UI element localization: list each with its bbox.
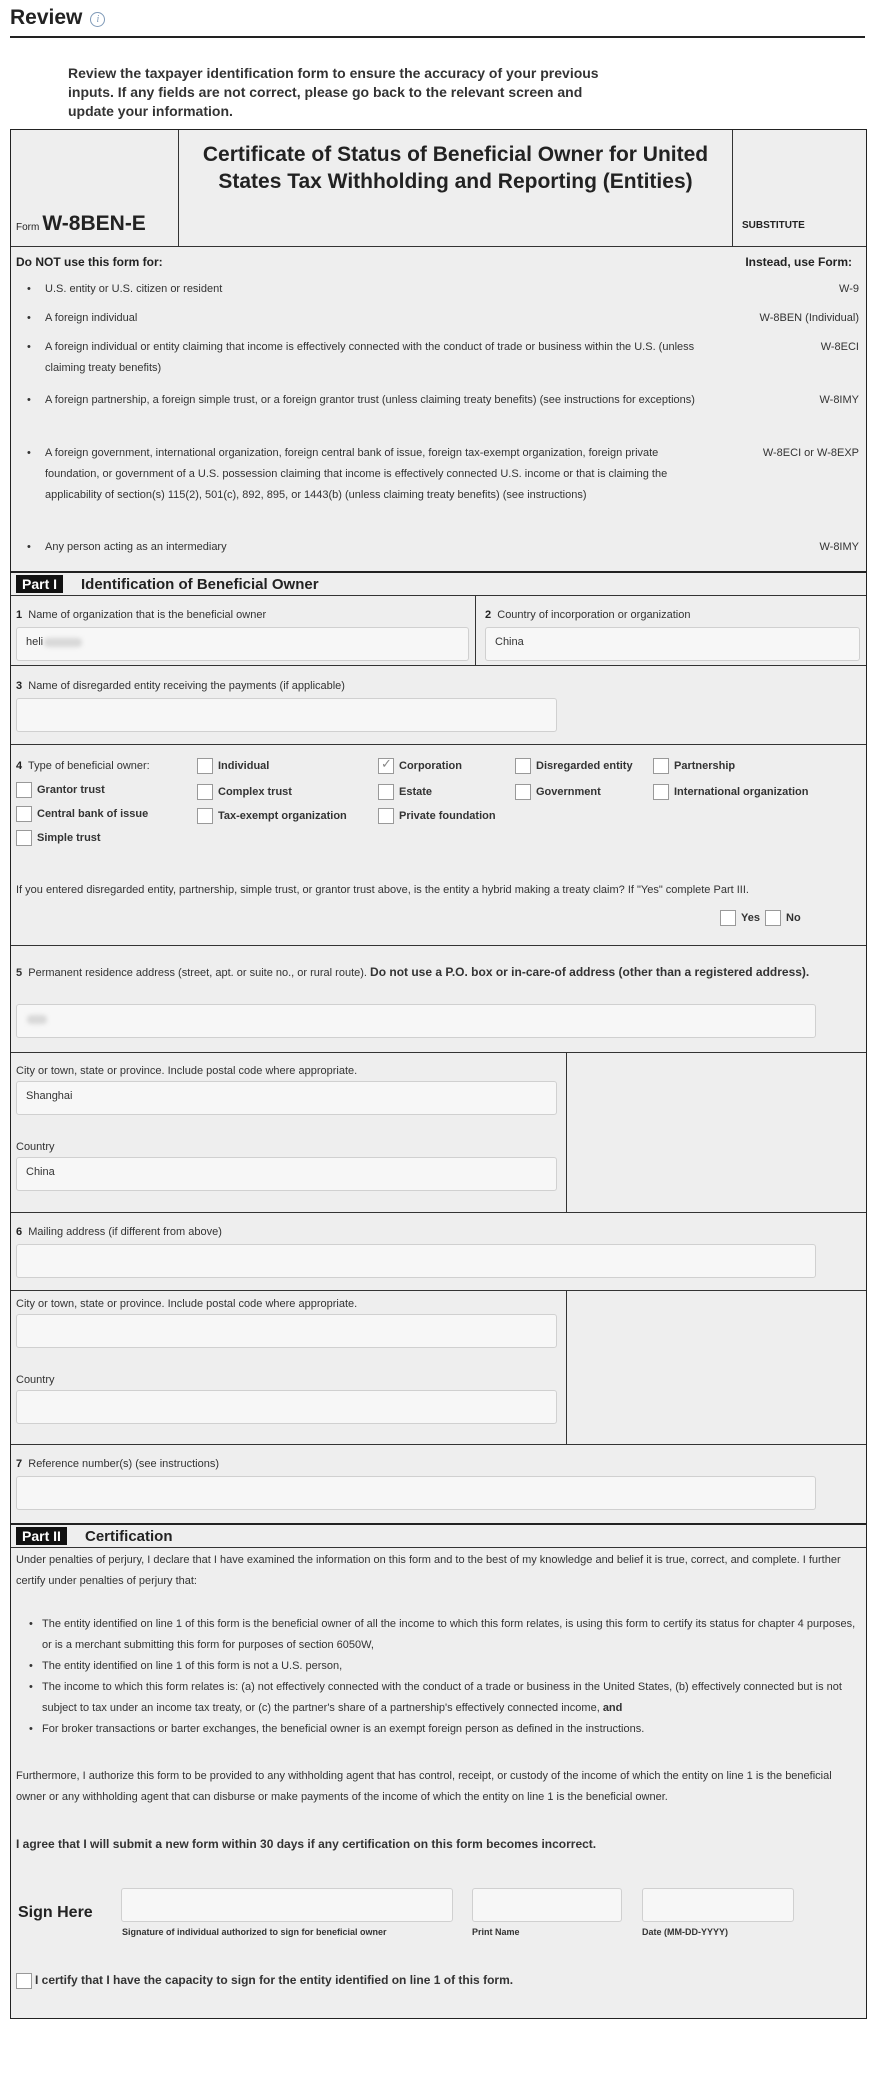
w8bene-form [10,129,867,2019]
review-intro: Review the taxpayer identification form to ensure the accuracy of your previous inputs. If any fields are not correct, please go back to the relevant screen and update your information. [68,65,599,119]
part1-title: Identification of Beneficial Owner [81,576,319,593]
line6-label: 6 Mailing address (if different from above) [16,1226,222,1238]
simple-trust-label: Simple trust [37,832,101,844]
mailing-city-field[interactable] [16,1314,557,1348]
list-item: • For broker transactions or barter exchanges, the beneficial owner is an exempt foreign person as defined in the instructions. [29,1723,645,1735]
hybrid-no-label: No [786,912,801,924]
review-header [10,6,865,38]
review-title: Review [10,6,83,29]
capacity-checkbox[interactable] [16,1973,32,1989]
tax-exempt-checkbox[interactable] [197,808,213,824]
org-name-field[interactable]: heli [16,627,469,661]
list-item: • A foreign individual or entity claiming that income is effectively connected with the conduct of trade or business within the U.S. (unless claiming treaty benefits) W-8ECI [27,341,859,374]
signature-caption: Signature of individual authorized to sign for beneficial owner [122,1927,387,1937]
line7-label: 7 Reference number(s) (see instructions) [16,1458,219,1470]
simple-trust-checkbox[interactable] [16,830,32,846]
print-name-caption: Print Name [472,1927,520,1937]
list-item: • A foreign government, international organization, foreign central bank of issue, foreign tax-exempt organization, foreign private foundation, or government of a U.S. possession claiming that income is effectively connected U.S. income or that is claiming the applicability of section(s) 115(2), 501(c), 892, 895, or 1443(b) (unless claiming treaty benefits) (see instructions) W-8ECI or W-8EXP [27,447,859,501]
authorization-text: Furthermore, I authorize this form to be provided to any withholding agent that has control, receipt, or custody of the income of which the entity on line 1 is the beneficial owner or any withholding agent that can disburse or make payments of the income of which the entity on line 1 is the beneficial owner. [16,1770,832,1803]
date-caption: Date (MM-DD-YYYY) [642,1927,729,1937]
hybrid-no-checkbox[interactable] [765,910,781,926]
form-number: Form W-8BEN-E [16,212,146,235]
country-field[interactable]: China [16,1157,557,1191]
list-item: • A foreign individual W-8BEN (Individual) [27,312,859,324]
part2-tag: Part II [16,1527,67,1545]
international-organization-label: International organization [674,786,809,798]
corporation-label: Corporation [399,760,462,772]
partnership-label: Partnership [674,760,736,772]
estate-checkbox[interactable] [378,784,394,800]
city-label: City or town, state or province. Include postal code where appropriate. [16,1065,358,1077]
disregarded-entity-label: Disregarded entity [536,760,633,772]
line5-label: 5 Permanent residence address (street, apt. or suite no., or rural route). Do not use a P.O. box or in-care-of address (other than a registered address). [16,965,810,979]
capacity-label: I certify that I have the capacity to sign for the entity identified on line 1 of this form. [35,1973,514,1987]
checkmark-icon: ✓ [381,756,392,771]
central-bank-checkbox[interactable] [16,806,32,822]
mailing-country-field[interactable] [16,1390,557,1424]
instead-use-heading: Instead, use Form: [745,255,852,269]
line1-label: 1 Name of organization that is the beneficial owner [16,609,267,621]
private-foundation-label: Private foundation [399,810,496,822]
complex-trust-label: Complex trust [218,786,292,798]
list-item: • Any person acting as an intermediary W-8IMY [27,541,859,553]
central-bank-label: Central bank of issue [37,808,149,820]
partnership-checkbox[interactable] [653,758,669,774]
corporation-checkbox[interactable] [378,758,394,774]
print-name-field[interactable] [472,1888,622,1922]
government-label: Government [536,786,601,798]
date-field[interactable] [642,1888,794,1922]
list-item: • A foreign partnership, a foreign simple trust, or a foreign grantor trust (unless claiming treaty benefits) (see instructions for exceptions) W-8IMY [27,394,859,406]
government-checkbox[interactable] [515,784,531,800]
individual-label: Individual [218,760,270,772]
part2-title: Certification [85,1528,173,1545]
complex-trust-checkbox[interactable] [197,784,213,800]
country-of-incorporation-field[interactable]: China [485,627,860,661]
residence-address-field[interactable] [16,1004,816,1038]
reference-number-field[interactable] [16,1476,816,1510]
mailing-address-field[interactable] [16,1244,816,1278]
line4-label: 4 Type of beneficial owner: [16,760,150,772]
do-not-use-heading: Do NOT use this form for: [16,255,163,269]
private-foundation-checkbox[interactable] [378,808,394,824]
signature-field[interactable] [121,1888,453,1922]
hybrid-yes-checkbox[interactable] [720,910,736,926]
disregarded-entity-checkbox[interactable] [515,758,531,774]
part1-tag: Part I [16,575,63,593]
redacted-text [27,1015,47,1024]
form-title: Certificate of Status of Beneficial Owner for United States Tax Withholding and Reporting (Entities) [202,143,709,193]
hybrid-question: If you entered disregarded entity, partnership, simple trust, or grantor trust above, is the entity a hybrid making a treaty claim? If "Yes" complete Part III. [16,884,749,896]
grantor-trust-label: Grantor trust [37,784,105,796]
certification-intro: Under penalties of perjury, I declare that I have examined the information on this form and to the best of my knowledge and belief it is true, correct, and complete. I further certify under penalties of perjury that: [16,1554,841,1587]
line3-label: 3 Name of disregarded entity receiving the payments (if applicable) [16,680,345,692]
list-item: • U.S. entity or U.S. citizen or resident W-9 [27,283,859,295]
individual-checkbox[interactable] [197,758,213,774]
list-item: • The entity identified on line 1 of this form is the beneficial owner of all the income to which this form relates, is using this form to certify its status for chapter 4 purposes, or is a merchant submitting this form for purposes of section 6050W, [29,1618,856,1651]
line2-label: 2 Country of incorporation or organization [485,609,691,621]
info-icon[interactable]: i [90,12,105,27]
tax-exempt-label: Tax-exempt organization [218,810,347,822]
sign-here-label: Sign Here [18,1904,93,1921]
international-organization-checkbox[interactable] [653,784,669,800]
substitute-label: SUBSTITUTE [742,220,805,231]
mailing-country-label: Country [16,1374,55,1386]
disregarded-entity-field[interactable] [16,698,557,732]
grantor-trust-checkbox[interactable] [16,782,32,798]
estate-label: Estate [399,786,433,798]
agree-statement: I agree that I will submit a new form within 30 days if any certification on this form becomes incorrect. [16,1837,597,1851]
city-field[interactable]: Shanghai [16,1081,557,1115]
country-label: Country [16,1141,55,1153]
redacted-text [44,638,82,647]
mailing-city-label: City or town, state or province. Include postal code where appropriate. [16,1298,358,1310]
list-item: • The entity identified on line 1 of this form is not a U.S. person, [29,1660,343,1672]
list-item: • The income to which this form relates is: (a) not effectively connected with the conduct of a trade or business in the United States, (b) effectively connected but is not subject to tax under an income tax treaty, or (c) the partner's share of a partnership's effectively connected income, and [29,1681,842,1714]
hybrid-yes-label: Yes [741,912,760,924]
